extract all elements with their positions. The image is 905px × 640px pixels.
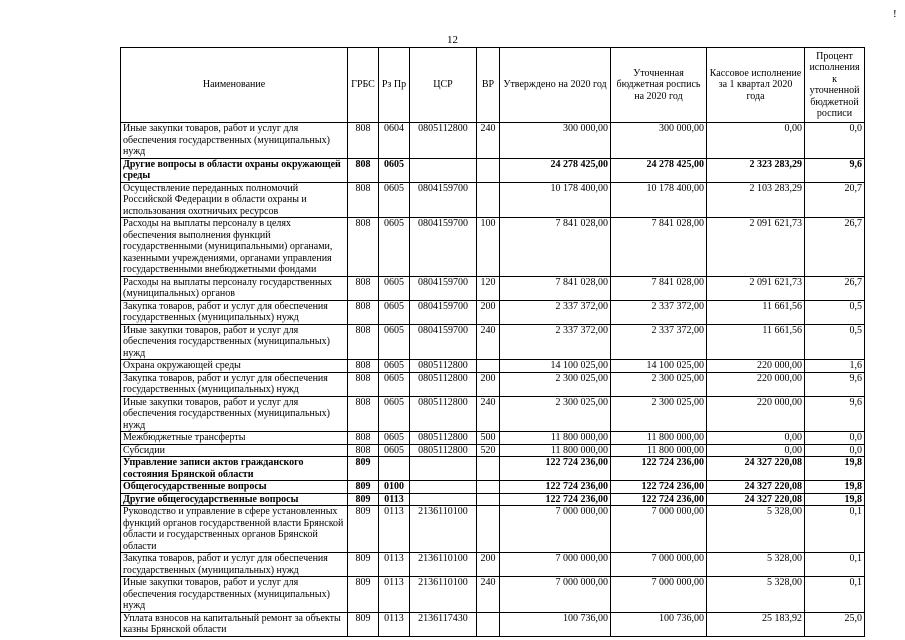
table-row xyxy=(121,577,865,613)
cell-rzpr: 0113 xyxy=(379,553,410,577)
cell-revised: 122 724 236,00 xyxy=(611,457,707,481)
cell-executed: 24 327 220,08 xyxy=(707,457,805,481)
table-row xyxy=(121,481,865,494)
cell-name: Закупка товаров, работ и услуг для обеспечения государственных (муниципальных) нужд xyxy=(121,300,348,324)
cell-name: Управление записи актов гражданского состояния Брянской области xyxy=(121,457,348,481)
cell-name: Общегосударственные вопросы xyxy=(121,481,348,494)
cell-percent: 1,6 xyxy=(805,360,865,373)
cell-rzpr xyxy=(379,457,410,481)
cell-approved: 14 100 025,00 xyxy=(500,360,611,373)
cell-percent: 19,8 xyxy=(805,481,865,494)
cell-percent: 9,6 xyxy=(805,396,865,432)
cell-name: Уплата взносов на капитальный ремонт за объекты казны Брянской области xyxy=(121,612,348,636)
cell-vr xyxy=(477,182,500,218)
cell-approved: 7 841 028,00 xyxy=(500,218,611,277)
header-csr: ЦСР xyxy=(410,48,477,123)
cell-vr xyxy=(477,360,500,373)
cell-rzpr: 0605 xyxy=(379,276,410,300)
cell-percent: 0,5 xyxy=(805,300,865,324)
cell-percent: 25,0 xyxy=(805,612,865,636)
cell-grbs: 809 xyxy=(348,553,379,577)
cell-vr: 240 xyxy=(477,396,500,432)
cell-approved: 7 000 000,00 xyxy=(500,553,611,577)
table-row xyxy=(121,300,865,324)
cell-vr xyxy=(477,457,500,481)
cell-percent: 0,1 xyxy=(805,577,865,613)
table-header-row xyxy=(121,48,865,123)
cell-approved: 24 278 425,00 xyxy=(500,158,611,182)
cell-vr: 240 xyxy=(477,324,500,360)
cell-percent: 26,7 xyxy=(805,218,865,277)
cell-revised: 2 337 372,00 xyxy=(611,324,707,360)
cell-name: Руководство и управление в сфере установленных функций органов государственной власти Брянской области и государственных органов Брянской области xyxy=(121,506,348,553)
cell-revised: 11 800 000,00 xyxy=(611,432,707,445)
cell-rzpr: 0605 xyxy=(379,444,410,457)
cell-executed: 11 661,56 xyxy=(707,300,805,324)
cell-percent: 0,0 xyxy=(805,123,865,159)
cell-revised: 7 000 000,00 xyxy=(611,577,707,613)
cell-name: Иные закупки товаров, работ и услуг для обеспечения государственных (муниципальных) нужд xyxy=(121,123,348,159)
cell-vr: 200 xyxy=(477,300,500,324)
cell-percent: 26,7 xyxy=(805,276,865,300)
cell-name: Закупка товаров, работ и услуг для обеспечения государственных (муниципальных) нужд xyxy=(121,553,348,577)
cell-revised: 100 736,00 xyxy=(611,612,707,636)
cell-revised: 10 178 400,00 xyxy=(611,182,707,218)
cell-rzpr: 0605 xyxy=(379,372,410,396)
cell-executed: 220 000,00 xyxy=(707,360,805,373)
table-row xyxy=(121,372,865,396)
header-executed: Кассовое исполнение за 1 квартал 2020 года xyxy=(707,48,805,123)
cell-grbs: 808 xyxy=(348,372,379,396)
cell-vr: 240 xyxy=(477,577,500,613)
header-approved: Утверждено на 2020 год xyxy=(500,48,611,123)
cell-grbs: 809 xyxy=(348,493,379,506)
cell-grbs: 809 xyxy=(348,577,379,613)
cell-name: Иные закупки товаров, работ и услуг для обеспечения государственных (муниципальных) нужд xyxy=(121,577,348,613)
cell-revised: 11 800 000,00 xyxy=(611,444,707,457)
table-row xyxy=(121,612,865,636)
cell-revised: 7 841 028,00 xyxy=(611,218,707,277)
table-row xyxy=(121,396,865,432)
cell-vr: 240 xyxy=(477,123,500,159)
cell-csr: 0804159700 xyxy=(410,182,477,218)
cell-rzpr: 0605 xyxy=(379,182,410,218)
cell-executed: 5 328,00 xyxy=(707,577,805,613)
header-revised: Уточненная бюджетная роспись на 2020 год xyxy=(611,48,707,123)
cell-vr xyxy=(477,493,500,506)
cell-csr xyxy=(410,457,477,481)
cell-executed: 2 103 283,29 xyxy=(707,182,805,218)
cell-percent: 19,8 xyxy=(805,493,865,506)
cell-approved: 2 300 025,00 xyxy=(500,396,611,432)
cell-rzpr: 0605 xyxy=(379,218,410,277)
table-row xyxy=(121,506,865,553)
cell-grbs: 809 xyxy=(348,481,379,494)
cell-csr: 0805112800 xyxy=(410,432,477,445)
cell-approved: 7 000 000,00 xyxy=(500,577,611,613)
cell-rzpr: 0604 xyxy=(379,123,410,159)
cell-executed: 220 000,00 xyxy=(707,396,805,432)
cell-percent: 0,1 xyxy=(805,553,865,577)
cell-revised: 2 300 025,00 xyxy=(611,372,707,396)
cell-csr: 0804159700 xyxy=(410,276,477,300)
cell-name: Осуществление переданных полномочий Российской Федерации в области охраны и использования охотничьих ресурсов xyxy=(121,182,348,218)
cell-rzpr: 0100 xyxy=(379,481,410,494)
cell-name: Межбюджетные трансферты xyxy=(121,432,348,445)
cell-approved: 100 736,00 xyxy=(500,612,611,636)
cell-approved: 2 300 025,00 xyxy=(500,372,611,396)
cell-grbs: 808 xyxy=(348,432,379,445)
cell-revised: 2 337 372,00 xyxy=(611,300,707,324)
cell-rzpr: 0113 xyxy=(379,612,410,636)
cell-rzpr: 0605 xyxy=(379,396,410,432)
cell-revised: 7 000 000,00 xyxy=(611,506,707,553)
cell-approved: 11 800 000,00 xyxy=(500,444,611,457)
cell-approved: 122 724 236,00 xyxy=(500,493,611,506)
cell-rzpr: 0605 xyxy=(379,324,410,360)
cell-vr: 200 xyxy=(477,372,500,396)
cell-grbs: 809 xyxy=(348,506,379,553)
cell-vr: 100 xyxy=(477,218,500,277)
cell-vr: 120 xyxy=(477,276,500,300)
cell-revised: 300 000,00 xyxy=(611,123,707,159)
cell-grbs: 808 xyxy=(348,123,379,159)
cell-csr: 2136117430 xyxy=(410,612,477,636)
cell-csr xyxy=(410,481,477,494)
cell-csr: 2136110100 xyxy=(410,553,477,577)
cell-csr: 0805112800 xyxy=(410,396,477,432)
cell-percent: 0,1 xyxy=(805,506,865,553)
cell-executed: 24 327 220,08 xyxy=(707,493,805,506)
cell-executed: 25 183,92 xyxy=(707,612,805,636)
cell-rzpr: 0605 xyxy=(379,360,410,373)
table-row xyxy=(121,158,865,182)
cell-vr xyxy=(477,506,500,553)
cell-csr: 2136110100 xyxy=(410,506,477,553)
edge-mark: ! xyxy=(893,8,897,20)
cell-name: Охрана окружающей среды xyxy=(121,360,348,373)
cell-revised: 2 300 025,00 xyxy=(611,396,707,432)
cell-approved: 2 337 372,00 xyxy=(500,324,611,360)
cell-vr xyxy=(477,612,500,636)
table-row xyxy=(121,457,865,481)
cell-grbs: 808 xyxy=(348,182,379,218)
cell-executed: 5 328,00 xyxy=(707,553,805,577)
header-vr: ВР xyxy=(477,48,500,123)
table-row xyxy=(121,218,865,277)
cell-rzpr: 0605 xyxy=(379,158,410,182)
cell-executed: 0,00 xyxy=(707,123,805,159)
cell-vr xyxy=(477,481,500,494)
cell-executed: 0,00 xyxy=(707,432,805,445)
cell-grbs: 808 xyxy=(348,158,379,182)
cell-approved: 10 178 400,00 xyxy=(500,182,611,218)
cell-csr: 0805112800 xyxy=(410,360,477,373)
cell-percent: 9,6 xyxy=(805,372,865,396)
budget-table xyxy=(120,47,865,637)
cell-revised: 122 724 236,00 xyxy=(611,493,707,506)
cell-approved: 11 800 000,00 xyxy=(500,432,611,445)
cell-percent: 0,5 xyxy=(805,324,865,360)
cell-executed: 0,00 xyxy=(707,444,805,457)
cell-grbs: 808 xyxy=(348,396,379,432)
cell-name: Иные закупки товаров, работ и услуг для обеспечения государственных (муниципальных) нужд xyxy=(121,324,348,360)
cell-revised: 14 100 025,00 xyxy=(611,360,707,373)
cell-rzpr: 0113 xyxy=(379,493,410,506)
cell-percent: 19,8 xyxy=(805,457,865,481)
cell-rzpr: 0113 xyxy=(379,506,410,553)
cell-name: Другие вопросы в области охраны окружающей среды xyxy=(121,158,348,182)
table-row xyxy=(121,182,865,218)
cell-rzpr: 0605 xyxy=(379,300,410,324)
cell-csr: 0805112800 xyxy=(410,123,477,159)
cell-name: Расходы на выплаты персоналу государственных (муниципальных) органов xyxy=(121,276,348,300)
table-row xyxy=(121,360,865,373)
cell-percent: 0,0 xyxy=(805,432,865,445)
cell-csr xyxy=(410,493,477,506)
cell-executed: 2 091 621,73 xyxy=(707,218,805,277)
page-number: 12 xyxy=(447,34,458,46)
cell-approved: 300 000,00 xyxy=(500,123,611,159)
cell-approved: 7 841 028,00 xyxy=(500,276,611,300)
table-body xyxy=(121,123,865,637)
cell-grbs: 808 xyxy=(348,324,379,360)
cell-grbs: 808 xyxy=(348,360,379,373)
cell-grbs: 808 xyxy=(348,300,379,324)
cell-approved: 122 724 236,00 xyxy=(500,457,611,481)
cell-vr: 520 xyxy=(477,444,500,457)
cell-rzpr: 0605 xyxy=(379,432,410,445)
table-row xyxy=(121,324,865,360)
cell-vr: 500 xyxy=(477,432,500,445)
cell-name: Иные закупки товаров, работ и услуг для обеспечения государственных (муниципальных) нужд xyxy=(121,396,348,432)
cell-percent: 9,6 xyxy=(805,158,865,182)
cell-name: Субсидии xyxy=(121,444,348,457)
table-row xyxy=(121,444,865,457)
cell-csr xyxy=(410,158,477,182)
cell-grbs: 808 xyxy=(348,218,379,277)
header-percent: Процент исполнения к уточненной бюджетной росписи xyxy=(805,48,865,123)
cell-revised: 7 841 028,00 xyxy=(611,276,707,300)
cell-vr xyxy=(477,158,500,182)
table-row xyxy=(121,123,865,159)
cell-csr: 0804159700 xyxy=(410,324,477,360)
cell-executed: 2 323 283,29 xyxy=(707,158,805,182)
cell-csr: 2136110100 xyxy=(410,577,477,613)
cell-name: Расходы на выплаты персоналу в целях обеспечения выполнения функций государственными (муниципальными) органами, казенными учреждениями, органами управления государственными внебюджетными фондами xyxy=(121,218,348,277)
cell-revised: 24 278 425,00 xyxy=(611,158,707,182)
cell-csr: 0805112800 xyxy=(410,372,477,396)
cell-executed: 2 091 621,73 xyxy=(707,276,805,300)
header-name: Наименование xyxy=(121,48,348,123)
cell-grbs: 809 xyxy=(348,457,379,481)
cell-vr: 200 xyxy=(477,553,500,577)
cell-grbs: 808 xyxy=(348,276,379,300)
table-row xyxy=(121,276,865,300)
cell-percent: 0,0 xyxy=(805,444,865,457)
cell-csr: 0805112800 xyxy=(410,444,477,457)
cell-executed: 11 661,56 xyxy=(707,324,805,360)
cell-name: Закупка товаров, работ и услуг для обеспечения государственных (муниципальных) нужд xyxy=(121,372,348,396)
cell-csr: 0804159700 xyxy=(410,218,477,277)
cell-rzpr: 0113 xyxy=(379,577,410,613)
table-row xyxy=(121,553,865,577)
cell-percent: 20,7 xyxy=(805,182,865,218)
cell-grbs: 808 xyxy=(348,444,379,457)
table-row xyxy=(121,493,865,506)
header-rzpr: Рз Пр xyxy=(379,48,410,123)
cell-approved: 122 724 236,00 xyxy=(500,481,611,494)
cell-grbs: 809 xyxy=(348,612,379,636)
cell-executed: 5 328,00 xyxy=(707,506,805,553)
header-grbs: ГРБС xyxy=(348,48,379,123)
cell-executed: 220 000,00 xyxy=(707,372,805,396)
cell-executed: 24 327 220,08 xyxy=(707,481,805,494)
cell-name: Другие общегосударственные вопросы xyxy=(121,493,348,506)
table-row xyxy=(121,432,865,445)
cell-revised: 122 724 236,00 xyxy=(611,481,707,494)
cell-revised: 7 000 000,00 xyxy=(611,553,707,577)
cell-approved: 2 337 372,00 xyxy=(500,300,611,324)
cell-csr: 0804159700 xyxy=(410,300,477,324)
cell-approved: 7 000 000,00 xyxy=(500,506,611,553)
